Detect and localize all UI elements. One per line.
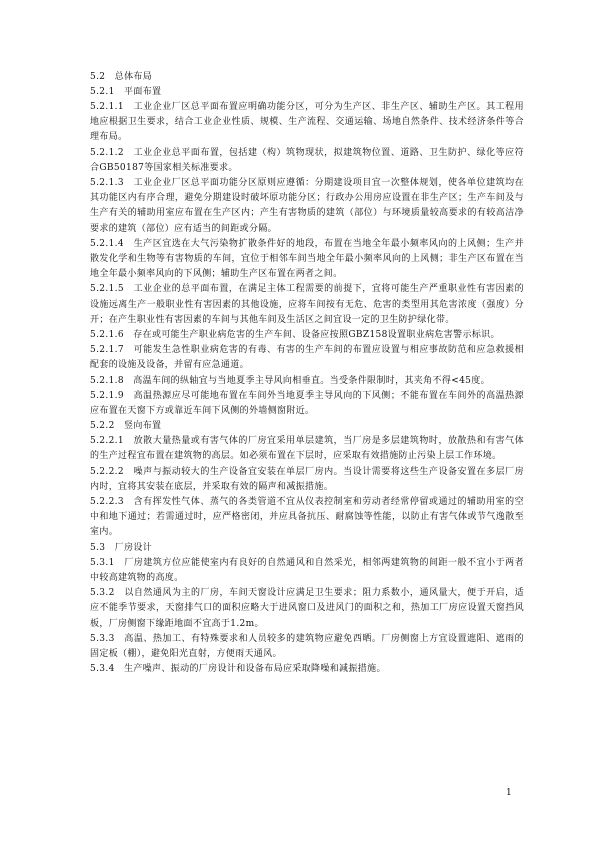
clause-paragraph: 5.2.2.1 放散大量热量或有害气体的厂房宜采用单层建筑，当厂房是多层建筑物时，放散热和有害气体的生产过程宜布置在建筑物的高层。如必须布置在下层时，应采取有效措施防止污染上层工作环境。 (90, 436, 524, 462)
clause-paragraph: 5.2.1.2 工业企业总平面布置，包括建（构）筑物现状，拟建筑物位置、道路、卫生防护、绿化等应符合GB50187等国家相关标准要求。 (90, 147, 524, 173)
clause-paragraph: 5.2.1.7 可能发生急性职业病危害的有毒、有害的生产车间的布置应设置与相应事故防范和应急救援相配套的设施及设备，并留有应急通道。 (90, 345, 524, 371)
page-number: 1 (506, 788, 512, 798)
section-heading: 5.2 总体布局 (90, 72, 153, 82)
clause-paragraph: 5.2.1.9 高温热源应尽可能地布置在车间外当地夏季主导风向的下风侧；不能布置在车间外的高温热源应布置在天窗下方或靠近车间下风侧的外墙侧窗附近。 (90, 390, 524, 417)
clause-paragraph: 5.3.3 高温、热加工、有特殊要求和人员较多的建筑物应避免西晒。厂房侧窗上方宜设置遮阳、遮雨的固定板（棚），避免阳光直射，方便雨天通风。 (90, 633, 524, 659)
clause-paragraph: 5.3.2 以自然通风为主的厂房，车间天窗设计应满足卫生要求；阻力系数小，通风量大，便于开启，适应不能季节要求，天窗排气口的面积应略大于进风窗口及进风门的面积之和，热加工厂房应设置天窗挡风板，厂房侧窗下缘距地面不宜高于1.2m。 (90, 588, 524, 629)
clause-paragraph: 5.2.1.6 存在或可能生产职业病危害的生产车间、设备应按照GBZ158设置职业病危害警示标识。 (90, 330, 500, 341)
clause-paragraph: 5.2.1.8 高温车间的纵轴宜与当地夏季主导风向相垂直。当受条件限制时，其夹角不得<45度。 (90, 375, 490, 386)
clause-paragraph: 5.2.1.4 生产区宜选在大气污染物扩散条件好的地段，布置在当地全年最小频率风向的上风侧；生产并散发化学和生物等有害物质的车间，宜位于相邻车间当地全年最小频率风向的上风侧；非生产区布置在当地全年最小频率风向的下风侧；辅助生产区布置在两者之间。 (90, 238, 524, 280)
clause-paragraph: 5.2.2.3 含有挥发性气体、蒸气的各类管道不宜从仪表控制室和劳动者经常停留或通过的辅助用室的空中和地下通过；若需通过时，应严格密闭，并应具备抗压、耐腐蚀等性能，以防止有害气体或节气逸散至室内。 (90, 497, 524, 538)
section-heading: 5.3 厂房设计 (90, 542, 153, 553)
clause-paragraph: 5.2.1.3 工业企业厂区总平面功能分区原则应遵循：分期建设项目宜一次整体规划，使各单位建筑均在其功能区内有序合理，避免分期建设时破坏原功能分区；行政办公用房应设置在非生产区；生产车间及与生产有关的辅助用室应布置在生产区内；产生有害物质的建筑（部位）与环境质量较高要求的有较高洁净要求的建筑（部位）应有适当的间距或分隔。 (90, 178, 524, 234)
clause-paragraph: 5.2.1.5 工业企业的总平面布置，在满足主体工程需要的前提下，宜将可能生产严重职业性有害因素的设施远离生产一般职业性有害因素的其他设施，应将车间按有无危、危害的类型用其危害浓度（强度）分开；在产生职业性有害因素的车间与其他车间及生活区之间宜设一定的卫生防护绿化带。 (90, 284, 524, 325)
clause-paragraph: 5.3.4 生产噪声、振动的厂房设计和设备布局应采取降噪和减振措施。 (90, 664, 386, 675)
subsection-heading: 5.2.1 平面布置 (90, 87, 162, 97)
clause-paragraph: 5.2.2.2 噪声与振动较大的生产设备宜安装在单层厂房内。当设计需要将这些生产设备安置在多层厂房内时，宜将其安装在底层，并采取有效的隔声和减振措施。 (90, 466, 524, 492)
clause-paragraph: 5.3.1 厂房建筑方位应能使室内有良好的自然通风和自然采光，相邻两建筑物的间距一般不宜小于两者中较高建筑物的高度。 (90, 557, 524, 583)
document-body (90, 70, 524, 677)
subsection-heading: 5.2.2 竖向布置 (90, 421, 162, 432)
clause-paragraph: 5.2.1.1 工业企业厂区总平面布置应明确功能分区，可分为生产区、非生产区、辅助生产区。其工程用地应根据卫生要求，结合工业企业性质、规模、生产流程、交通运输、场地自然条件、技术经济条件等合理布局。 (90, 102, 524, 143)
